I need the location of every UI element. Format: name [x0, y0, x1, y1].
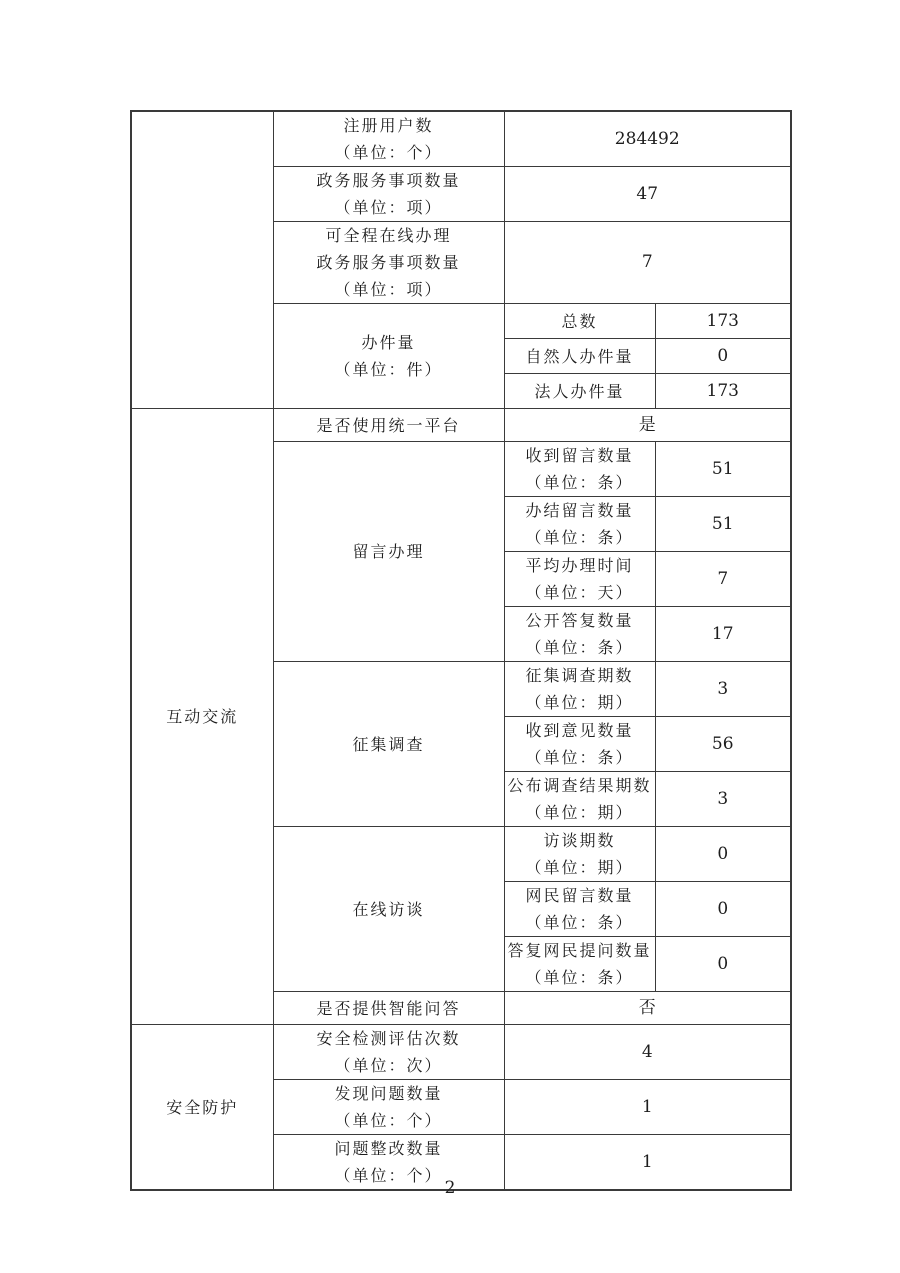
sublabel-interview-periods [504, 827, 655, 882]
unit-line: （单位：期） [525, 693, 634, 712]
label-line: 政务服务事项数量 [316, 253, 461, 272]
unit-line: （单位：条） [525, 968, 634, 987]
sublabel-netizen-messages [504, 882, 655, 937]
unit-line: （单位：条） [525, 528, 634, 547]
value-legal-person: 173 [655, 374, 791, 409]
label-line: 公开答复数量 [525, 611, 634, 630]
value-natural-person: 0 [655, 339, 791, 374]
label-line: 办件量 [361, 333, 416, 352]
label-line: 收到意见数量 [525, 721, 634, 740]
unit-line: （单位：条） [525, 748, 634, 767]
unit-line: （单位：条） [525, 913, 634, 932]
label-problems-found [273, 1080, 504, 1135]
group-message-handling: 留言办理 [273, 442, 504, 662]
value-security-assessments: 4 [504, 1025, 791, 1080]
value-published-results: 3 [655, 772, 791, 827]
unit-line: （单位：天） [525, 583, 634, 602]
label-line: 注册用户数 [343, 116, 434, 135]
unit-line: （单位：条） [525, 473, 634, 492]
unit-line: （单位：次） [334, 1056, 443, 1075]
value-smart-qa: 否 [504, 992, 791, 1025]
sublabel-public-replies [504, 607, 655, 662]
value-opinions-received: 56 [655, 717, 791, 772]
value-messages-resolved: 51 [655, 497, 791, 552]
label-online-service-items [273, 222, 504, 304]
label-service-items [273, 167, 504, 222]
sublabel-messages-resolved [504, 497, 655, 552]
label-unified-platform: 是否使用统一平台 [273, 409, 504, 442]
label-line: 访谈期数 [543, 831, 616, 850]
label-line: 可全程在线办理 [325, 226, 452, 245]
label-line: 办结留言数量 [525, 501, 634, 520]
label-line: 收到留言数量 [525, 446, 634, 465]
unit-line: （单位：件） [334, 360, 443, 379]
unit-line: （单位：个） [334, 143, 443, 162]
label-case-volume [273, 304, 504, 409]
group-online-interview: 在线访谈 [273, 827, 504, 992]
label-security-assessments [273, 1025, 504, 1080]
label-line: 发现问题数量 [334, 1084, 443, 1103]
table-row [131, 409, 791, 442]
unit-line: （单位：项） [334, 198, 443, 217]
unit-line: （单位：个） [334, 1111, 443, 1130]
value-online-service-items: 7 [504, 222, 791, 304]
unit-line: （单位：项） [334, 280, 443, 299]
value-service-items: 47 [504, 167, 791, 222]
value-survey-periods: 3 [655, 662, 791, 717]
sublabel-legal-person: 法人办件量 [504, 374, 655, 409]
unit-line: （单位：个） [334, 1166, 443, 1185]
category-cell-security: 安全防护 [131, 1025, 273, 1191]
value-interview-periods: 0 [655, 827, 791, 882]
sublabel-total: 总数 [504, 304, 655, 339]
label-line: 平均办理时间 [525, 556, 634, 575]
unit-line: （单位：期） [525, 803, 634, 822]
sublabel-messages-received [504, 442, 655, 497]
label-line: 公布调查结果期数 [507, 776, 652, 795]
unit-line: （单位：条） [525, 638, 634, 657]
label-smart-qa: 是否提供智能问答 [273, 992, 504, 1025]
label-registered-users [273, 111, 504, 167]
table-row [131, 111, 791, 167]
value-registered-users: 284492 [504, 111, 791, 167]
page-number: 2 [444, 1178, 456, 1198]
sublabel-opinions-received [504, 717, 655, 772]
value-problems-found: 1 [504, 1080, 791, 1135]
value-public-replies: 17 [655, 607, 791, 662]
sublabel-survey-periods [504, 662, 655, 717]
sublabel-natural-person: 自然人办件量 [504, 339, 655, 374]
sublabel-published-results [504, 772, 655, 827]
group-survey-collection: 征集调查 [273, 662, 504, 827]
label-line: 问题整改数量 [334, 1139, 443, 1158]
category-cell-blank [131, 111, 273, 409]
label-line: 征集调查期数 [525, 666, 634, 685]
label-line: 安全检测评估次数 [316, 1029, 461, 1048]
label-line: 网民留言数量 [525, 886, 634, 905]
category-cell-interaction: 互动交流 [131, 409, 273, 1025]
table-row [131, 1025, 791, 1080]
value-messages-received: 51 [655, 442, 791, 497]
value-problems-fixed: 1 [504, 1135, 791, 1191]
statistics-table [130, 110, 792, 1191]
value-netizen-replies: 0 [655, 937, 791, 992]
sublabel-average-handling-time [504, 552, 655, 607]
label-line: 政务服务事项数量 [316, 171, 461, 190]
value-average-handling-time: 7 [655, 552, 791, 607]
value-total: 173 [655, 304, 791, 339]
label-line: 答复网民提问数量 [507, 941, 652, 960]
value-netizen-messages: 0 [655, 882, 791, 937]
value-unified-platform: 是 [504, 409, 791, 442]
unit-line: （单位：期） [525, 858, 634, 877]
sublabel-netizen-replies [504, 937, 655, 992]
